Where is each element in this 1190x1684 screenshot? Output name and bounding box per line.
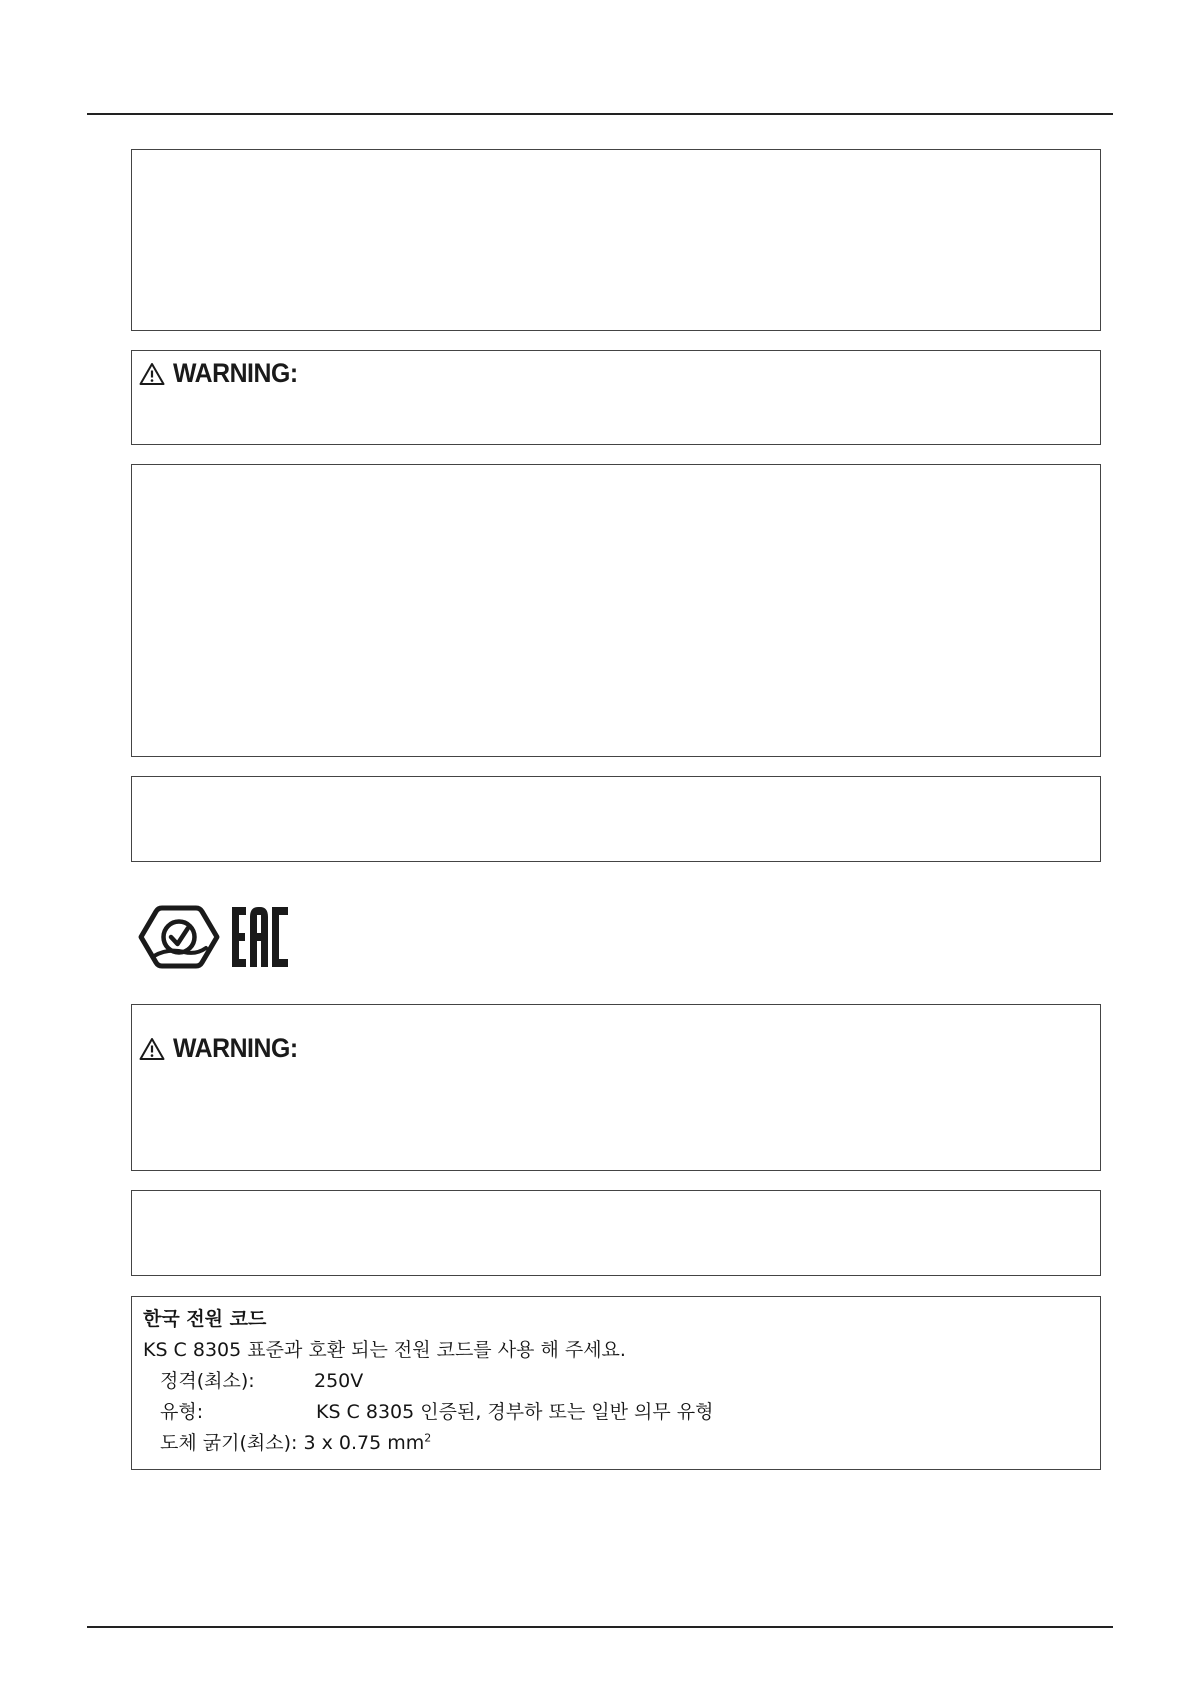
spec-label: 유형: xyxy=(160,1401,204,1423)
korea-power-cord-intro: KS C 8305 표준과 호환 되는 전원 코드를 사용 해 주세요. xyxy=(143,1339,626,1361)
certification-marks xyxy=(138,900,290,974)
notice-box-1 xyxy=(131,149,1101,331)
spec-value: 250V xyxy=(314,1370,364,1392)
korea-power-cord-box xyxy=(131,1296,1101,1470)
header-rule xyxy=(87,113,1113,115)
warning-box-1 xyxy=(131,350,1101,445)
footer-rule xyxy=(87,1626,1113,1628)
spec-row-type xyxy=(143,1397,1083,1428)
spec-row-gauge xyxy=(143,1428,1083,1459)
korea-power-cord-content xyxy=(143,1304,1083,1459)
notice-box-4 xyxy=(131,1190,1101,1276)
spec-value: KS C 8305 인증된, 경부하 또는 일반 의무 유형 xyxy=(316,1401,714,1423)
warning-triangle-icon xyxy=(139,1037,165,1061)
eac-logo xyxy=(230,905,290,969)
notice-box-3 xyxy=(131,776,1101,862)
superscript: 2 xyxy=(424,1431,432,1445)
warning-label: WARNING: xyxy=(173,1033,298,1063)
korea-power-cord-title: 한국 전원 코드 xyxy=(143,1308,267,1330)
warning-triangle-icon xyxy=(139,362,165,386)
warning-heading xyxy=(139,1033,308,1064)
spec-label: 정격(최소): xyxy=(160,1370,255,1392)
rcm-logo xyxy=(138,900,220,974)
spec-row-rating xyxy=(143,1366,1083,1397)
spec-value: 3 x 0.75 $mm^2$ xyxy=(303,1431,432,1454)
spec-label: 도체 굵기(최소): xyxy=(160,1432,298,1454)
warning-box-2 xyxy=(131,1004,1101,1171)
notice-box-2 xyxy=(131,464,1101,757)
warning-label: WARNING: xyxy=(173,358,298,388)
warning-heading xyxy=(139,358,308,389)
